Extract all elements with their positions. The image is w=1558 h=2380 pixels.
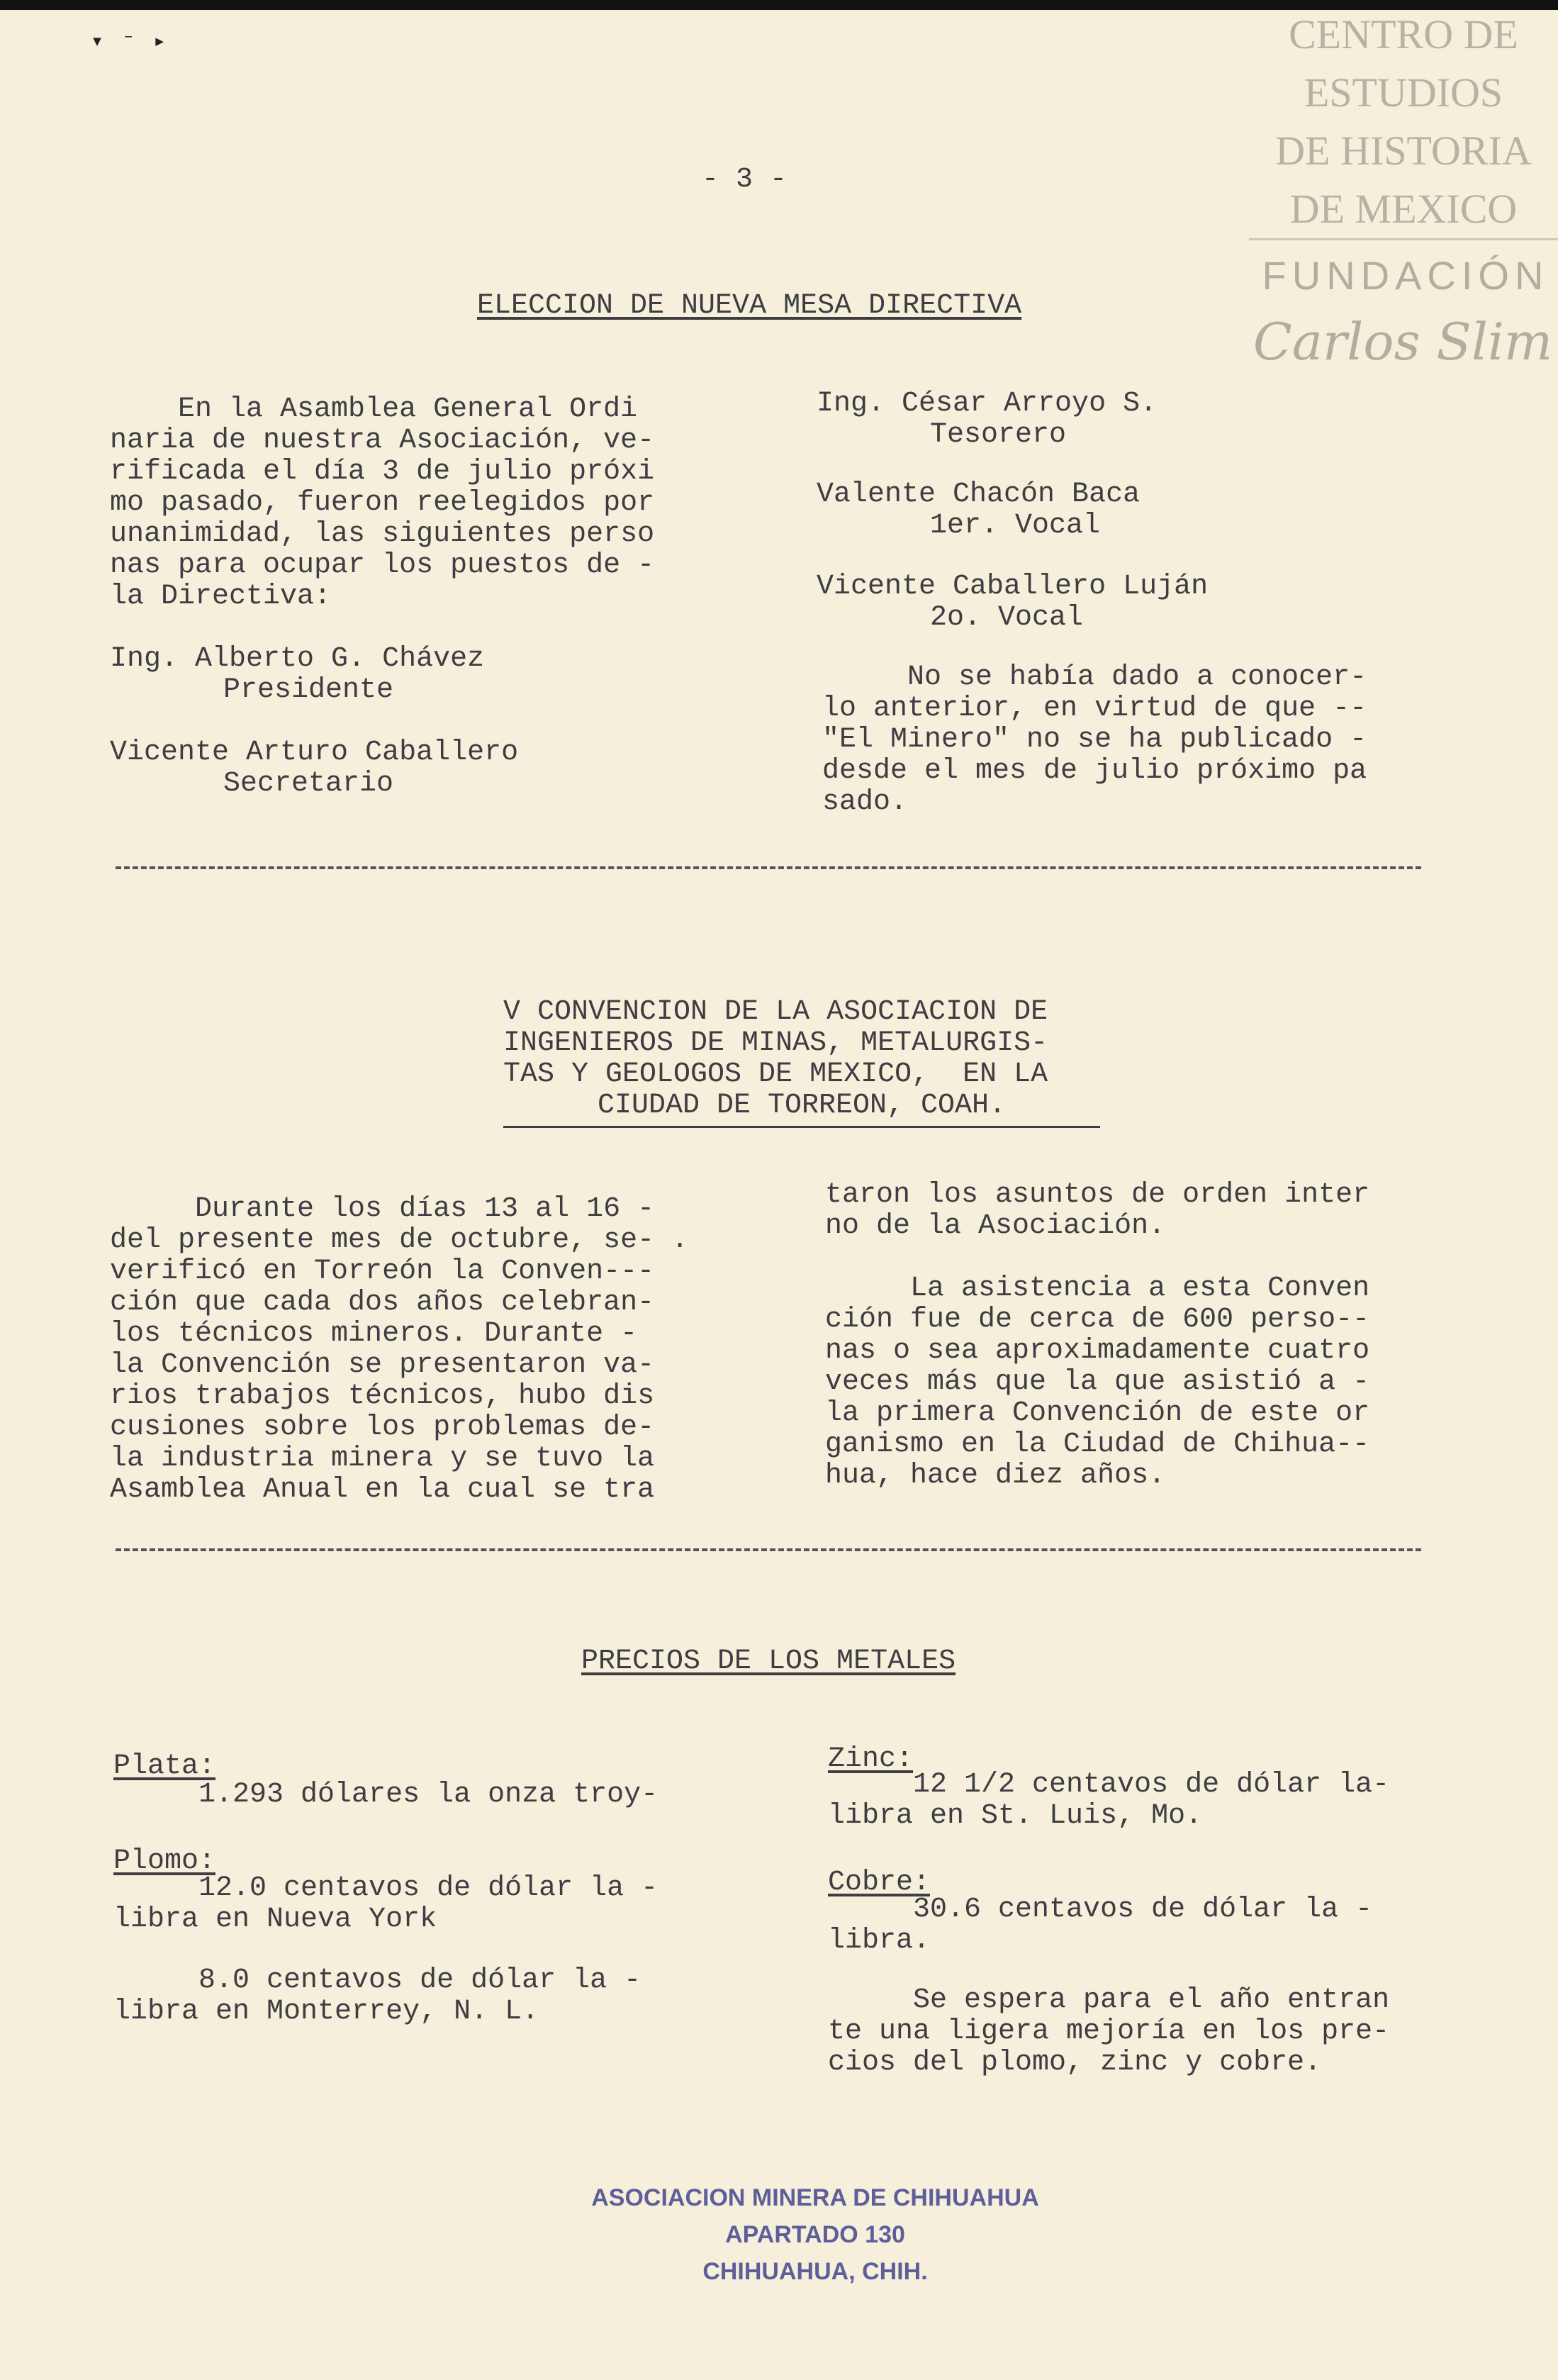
member-name: Valente Chacón Baca <box>817 479 1141 510</box>
price-line: 12 1/2 centavos de dólar la- <box>828 1769 1390 1801</box>
stamp-line: CHIHUAHUA, CHIH. <box>702 2258 928 2285</box>
paragraph-line: nas o sea aproximadamente cuatro <box>825 1335 1370 1367</box>
metal-label: Cobre: <box>828 1867 931 1899</box>
member-role: Secretario <box>223 768 394 800</box>
stamp-line: APARTADO 130 <box>725 2221 905 2248</box>
paragraph-line: la primera Convención de este or <box>825 1397 1370 1429</box>
association-stamp <box>567 2179 1063 2290</box>
paragraph-line: verificó en Torreón la Conven--- <box>110 1256 655 1287</box>
metal-label: Plomo: <box>113 1845 216 1877</box>
paragraph-line: Durante los días 13 al 16 - <box>110 1193 655 1225</box>
paragraph-line: la Directiva: <box>110 581 332 613</box>
note-line: "El Minero" no se ha publicado - <box>822 724 1367 756</box>
member-name: Ing. César Arroyo S. <box>817 388 1158 420</box>
page-corner-marks: ▾ ⁻ ▸ <box>91 30 169 55</box>
member-role: 2o. Vocal <box>930 602 1084 634</box>
watermark-divider <box>1249 238 1558 240</box>
paragraph-line: rificada el día 3 de julio próxi <box>110 456 655 488</box>
paragraph-line: la industria minera y se tuvo la <box>110 1443 655 1475</box>
paragraph-line: taron los asuntos de orden inter <box>825 1179 1370 1211</box>
archive-watermark <box>1249 6 1558 238</box>
section-divider <box>116 1548 1421 1551</box>
watermark-line: CENTRO DE <box>1289 11 1518 57</box>
paragraph-line: ción que cada dos años celebran- <box>110 1287 655 1319</box>
paragraph-line: ganismo en la Ciudad de Chihua-- <box>825 1429 1370 1460</box>
paragraph-line: mo pasado, fueron reelegidos por <box>110 487 655 519</box>
paragraph-line: veces más que la que asistió a - <box>825 1366 1370 1398</box>
watermark-signature: Carlos Slim <box>1252 312 1553 371</box>
title-line: TAS Y GEOLOGOS DE MEXICO, EN LA <box>503 1058 1048 1090</box>
outlook-line: Se espera para el año entran <box>828 1984 1390 2016</box>
price-line: 8.0 centavos de dólar la - <box>113 1965 641 1996</box>
member-role: 1er. Vocal <box>930 510 1101 542</box>
watermark-line: ESTUDIOS <box>1304 69 1503 116</box>
paragraph-line: ción fue de cerca de 600 perso-- <box>825 1304 1370 1336</box>
price-line: libra en Nueva York <box>113 1904 437 1935</box>
member-name: Vicente Caballero Luján <box>817 571 1209 603</box>
note-line: desde el mes de julio próximo pa <box>822 755 1367 787</box>
metal-label: Zinc: <box>828 1743 914 1775</box>
price-line: 1.293 dólares la onza troy- <box>113 1779 658 1811</box>
paragraph-line: del presente mes de octubre, se- . <box>110 1224 689 1256</box>
member-name: Ing. Alberto G. Chávez <box>110 643 485 675</box>
member-role: Presidente <box>223 674 394 706</box>
paragraph-line: hua, hace diez años. <box>825 1460 1166 1492</box>
member-name: Vicente Arturo Caballero <box>110 737 519 769</box>
note-line: sado. <box>822 786 908 818</box>
price-line: libra. <box>828 1925 931 1957</box>
page-number: - 3 - <box>702 164 788 196</box>
title-line: V CONVENCION DE LA ASOCIACION DE <box>503 996 1048 1028</box>
paragraph-line: naria de nuestra Asociación, ve- <box>110 425 655 457</box>
price-line: libra en St. Luis, Mo. <box>828 1800 1203 1832</box>
paragraph-line: la Convención se presentaron va- <box>110 1349 655 1381</box>
paragraph-line: cusiones sobre los problemas de- <box>110 1412 655 1443</box>
paragraph-line: nas para ocupar los puestos de - <box>110 549 655 581</box>
section-title-mesa-directiva: ELECCION DE NUEVA MESA DIRECTIVA <box>477 290 1022 322</box>
paragraph-line: Asamblea Anual en la cual se tra <box>110 1474 655 1506</box>
member-role: Tesorero <box>930 419 1067 451</box>
paragraph-line: En la Asamblea General Ordi <box>110 393 638 425</box>
paragraph-line: unanimidad, las siguientes perso <box>110 518 655 550</box>
price-line: 30.6 centavos de dólar la - <box>828 1894 1373 1926</box>
note-line: lo anterior, en virtud de que -- <box>822 693 1367 725</box>
outlook-line: te una ligera mejoría en los pre- <box>828 2016 1390 2047</box>
paragraph-line: La asistencia a esta Conven <box>825 1273 1370 1304</box>
paragraph-line: rios trabajos técnicos, hubo dis <box>110 1380 655 1412</box>
title-line: CIUDAD DE TORREON, COAH. <box>503 1090 1100 1128</box>
outlook-line: cios del plomo, zinc y cobre. <box>828 2047 1322 2079</box>
note-line: No se había dado a conocer- <box>822 661 1367 693</box>
section-title-precios: PRECIOS DE LOS METALES <box>581 1646 956 1677</box>
section-divider <box>116 866 1421 869</box>
watermark-line: DE MEXICO <box>1289 186 1518 232</box>
metal-label: Plata: <box>113 1750 216 1782</box>
price-line: 12.0 centavos de dólar la - <box>113 1872 658 1904</box>
price-line: libra en Monterrey, N. L. <box>113 1996 539 2028</box>
watermark-line: DE HISTORIA <box>1275 128 1532 174</box>
paragraph-line: los técnicos mineros. Durante - <box>110 1318 638 1350</box>
title-line: INGENIEROS DE MINAS, METALURGIS- <box>503 1027 1048 1059</box>
watermark-fundacion: FUNDACIÓN <box>1262 253 1549 298</box>
paragraph-line: no de la Asociación. <box>825 1210 1166 1242</box>
stamp-line: ASOCIACION MINERA DE CHIHUAHUA <box>591 2184 1039 2211</box>
